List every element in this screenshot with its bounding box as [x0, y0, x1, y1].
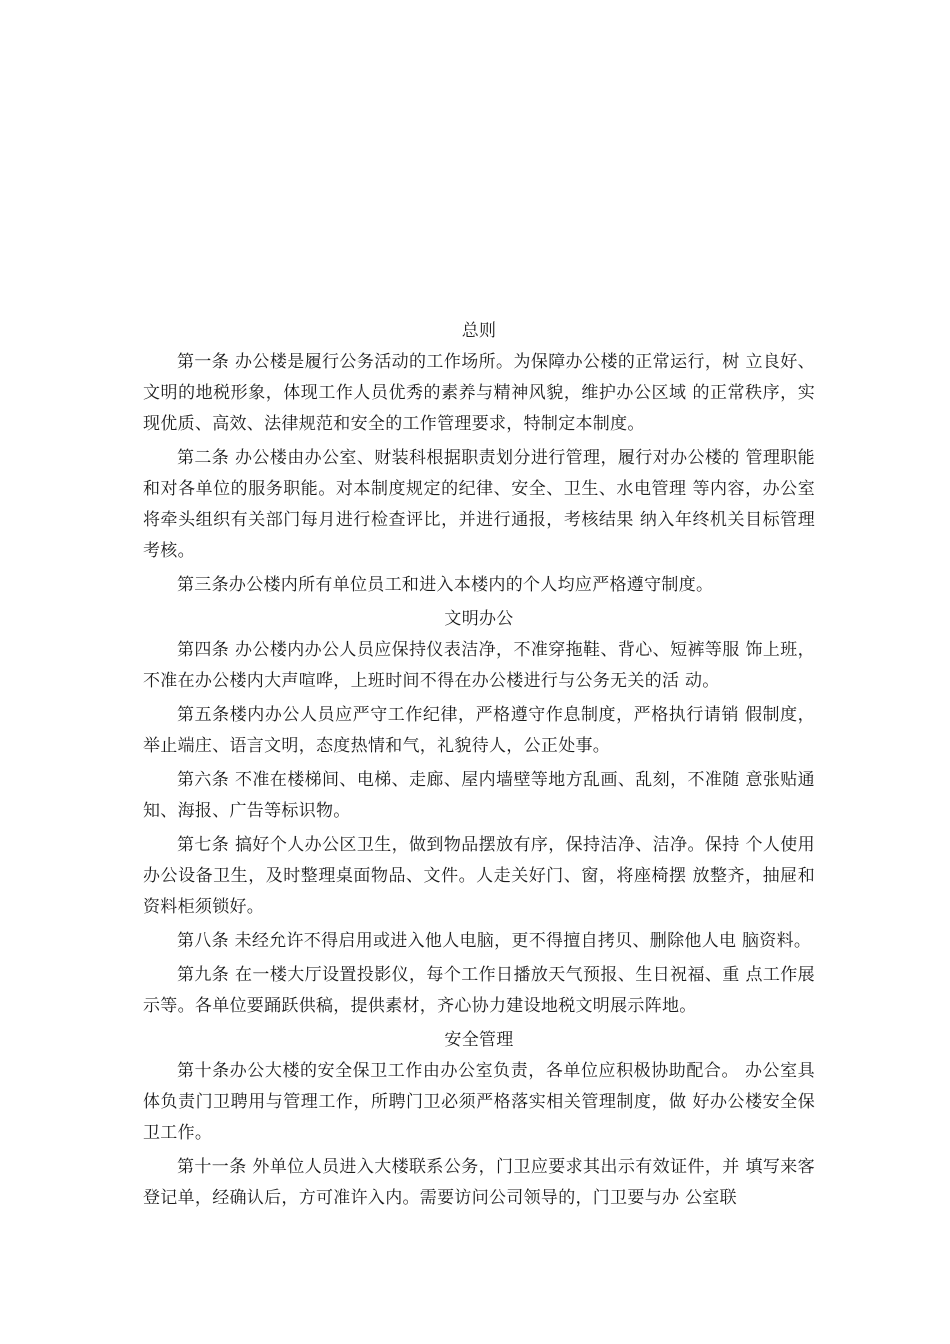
article-10: 第十条办公大楼的安全保卫工作由办公室负责，各单位应积极协助配合。 办公室具体负责门卫聘用与管理工作，所聘门卫必须严格落实相关管理制度，做 好办公楼安全保卫工作。 — [143, 1061, 815, 1143]
article-7: 第七条 搞好个人办公区卫生，做到物品摆放有序，保持洁净、洁净。保持 个人使用办公设备卫生，及时整理桌面物品、文件。人走关好门、窗，将座椅摆 放整齐，抽屉和资料柜须锁好。 — [143, 835, 815, 917]
article-2: 第二条 办公楼由办公室、财装科根据职责划分进行管理，履行对办公楼的 管理职能和对各单位的服务职能。对本制度规定的纪律、安全、卫生、水电管理 等内容，办公室将牵头组织有关部门每月进行检查评比，并进行通报，考核结果 纳入年终机关目标管理考核。 — [143, 448, 815, 561]
article-3: 第三条办公楼内所有单位员工和进入本楼内的个人均应严格遵守制度。 — [177, 575, 714, 595]
article-8: 第八条 未经允许不得启用或进入他人电脑，更不得擅自拷贝、删除他人电 脑资料。 — [177, 931, 812, 951]
section-heading: 总则 — [461, 321, 497, 341]
section-heading: 安全管理 — [444, 1030, 514, 1050]
article-4: 第四条 办公楼内办公人员应保持仪表洁净，不准穿拖鞋、背心、短裤等服 饰上班，不准在办公楼内大声喧哗，上班时间不得在办公楼进行与公务无关的活 动。 — [143, 640, 815, 691]
section-safety-management — [143, 1025, 815, 1214]
document-page — [143, 316, 815, 1217]
article-11: 第十一条 外单位人员进入大楼联系公务，门卫应要求其出示有效证件，并 填写来客登记单，经确认后，方可准许入内。需要访问公司领导的，门卫要与办 公室联 — [143, 1157, 815, 1208]
section-civilized-office — [143, 604, 815, 1022]
section-general — [143, 316, 815, 601]
article-9: 第九条 在一楼大厅设置投影仪，每个工作日播放天气预报、生日祝福、重 点工作展示等。各单位要踊跃供稿，提供素材，齐心协力建设地税文明展示阵地。 — [143, 965, 815, 1016]
article-1: 第一条 办公楼是履行公务活动的工作场所。为保障办公楼的正常运行，树 立良好、文明的地税形象，体现工作人员优秀的素养与精神风貌，维护办公区域 的正常秩序，实现优质、高效、法律规范和安全的工作管理要求，特制定本制度。 — [143, 352, 815, 434]
article-5: 第五条楼内办公人员应严守工作纪律，严格遵守作息制度，严格执行请销 假制度，举止端庄、语言文明，态度热情和气，礼貌待人，公正处事。 — [143, 705, 815, 756]
article-6: 第六条 不准在楼梯间、电梯、走廊、屋内墙壁等地方乱画、乱刻，不准随 意张贴通知、海报、广告等标识物。 — [143, 770, 815, 821]
section-heading: 文明办公 — [444, 609, 514, 629]
